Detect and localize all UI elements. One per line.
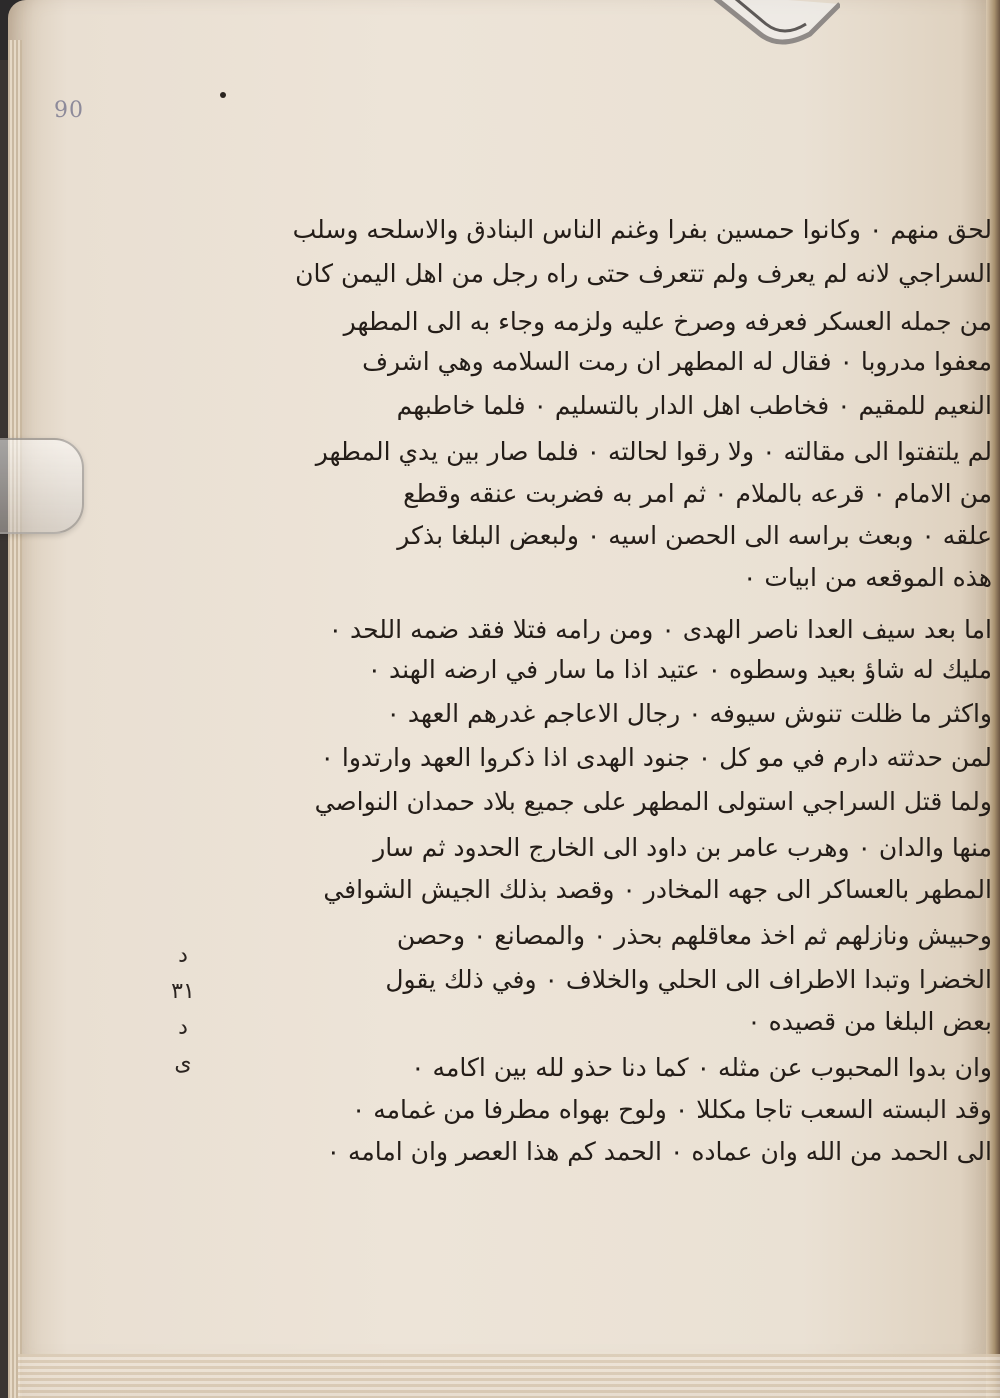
manuscript-line: لم يلتفتوا الى مقالته ۰ ولا رقوا لحالته ۰ فلما صار بين يدي المطهر <box>315 437 992 466</box>
manuscript-line: معفوا مدروبا ۰ فقال له المطهر ان رمت السلامه وهي اشرف <box>362 347 992 376</box>
page-edge-bottom <box>18 1354 1000 1398</box>
manuscript-line: من جمله العسكر فعرفه وصرخ عليه ولزمه وجاء به الى المطهر <box>343 307 992 336</box>
manuscript-line: وقد البسته السعب تاجا مكللا ۰ ولوح بهواه مطرفا من غمامه ۰ <box>351 1095 992 1124</box>
manuscript-line: منها والدان ۰ وهرب عامر بن داود الى الخارج الحدود ثم سار <box>373 833 992 862</box>
manuscript-line: مليك له شاؤ بعيد وسطوه ۰ عتيد اذا ما سار في ارضه الهند ۰ <box>367 655 992 684</box>
margin-note-char: د <box>178 1015 188 1040</box>
margin-note <box>158 938 208 1082</box>
paper-clip-top-icon <box>700 0 840 58</box>
manuscript-line: ولما قتل السراجي استولى المطهر على جميع بلاد حمدان النواصي <box>314 787 992 816</box>
paper-clip-left-icon <box>0 438 84 534</box>
manuscript-line: لحق منهم ۰ وكانوا حمسين بفرا وغنم الناس البنادق والاسلحه وسلب <box>292 215 992 244</box>
page-edge-left <box>8 40 22 1398</box>
manuscript-line: هذه الموقعه من ابيات ۰ <box>743 563 992 592</box>
margin-note-char: د <box>178 943 188 968</box>
manuscript-line: اما بعد سيف العدا ناصر الهدى ۰ ومن رامه فتلا فقد ضمه اللحد ۰ <box>328 615 992 644</box>
margin-note-char: ٣١ <box>171 979 195 1004</box>
manuscript-page <box>8 0 1000 1398</box>
manuscript-line: المطهر بالعساكر الى جهه المخادر ۰ وقصد بذلك الجيش الشوافي <box>323 875 992 904</box>
manuscript-line: بعض البلغا من قصيده ۰ <box>747 1007 992 1036</box>
manuscript-line: النعيم للمقيم ۰ فخاطب اهل الدار بالتسليم ۰ فلما خاطبهم <box>396 391 992 420</box>
manuscript-line: من الامام ۰ قرعه بالملام ۰ ثم امر به فضربت عنقه وقطع <box>403 479 992 508</box>
ink-dot <box>220 92 226 98</box>
folio-number: 90 <box>54 98 84 123</box>
manuscript-line: وحبيش ونازلهم ثم اخذ معاقلهم بحذر ۰ والمصانع ۰ وحصن <box>396 921 992 950</box>
manuscript-line: الخضرا وتبدا الاطراف الى الحلي والخلاف ۰ وفي ذلك يقول <box>385 965 992 994</box>
manuscript-line: واكثر ما ظلت تنوش سيوفه ۰ رجال الاعاجم غدرهم العهد ۰ <box>386 699 992 728</box>
manuscript-line: لمن حدثته دارم في مو كل ۰ جنود الهدى اذا ذكروا العهد وارتدوا ۰ <box>320 743 992 772</box>
manuscript-line: السراجي لانه لم يعرف ولم تتعرف حتى راه رجل من اهل اليمن كان <box>295 259 992 288</box>
margin-note-char: ى <box>174 1051 192 1076</box>
manuscript-line: الى الحمد من الله وان عماده ۰ الحمد كم هذا العصر وان امامه ۰ <box>326 1137 992 1166</box>
manuscript-line: علقه ۰ وبعث براسه الى الحصن اسيه ۰ ولبعض البلغا بذكر <box>397 521 992 550</box>
manuscript-line: وان بدوا المحبوب عن مثله ۰ كما دنا حذو لله بين اكامه ۰ <box>411 1053 992 1082</box>
